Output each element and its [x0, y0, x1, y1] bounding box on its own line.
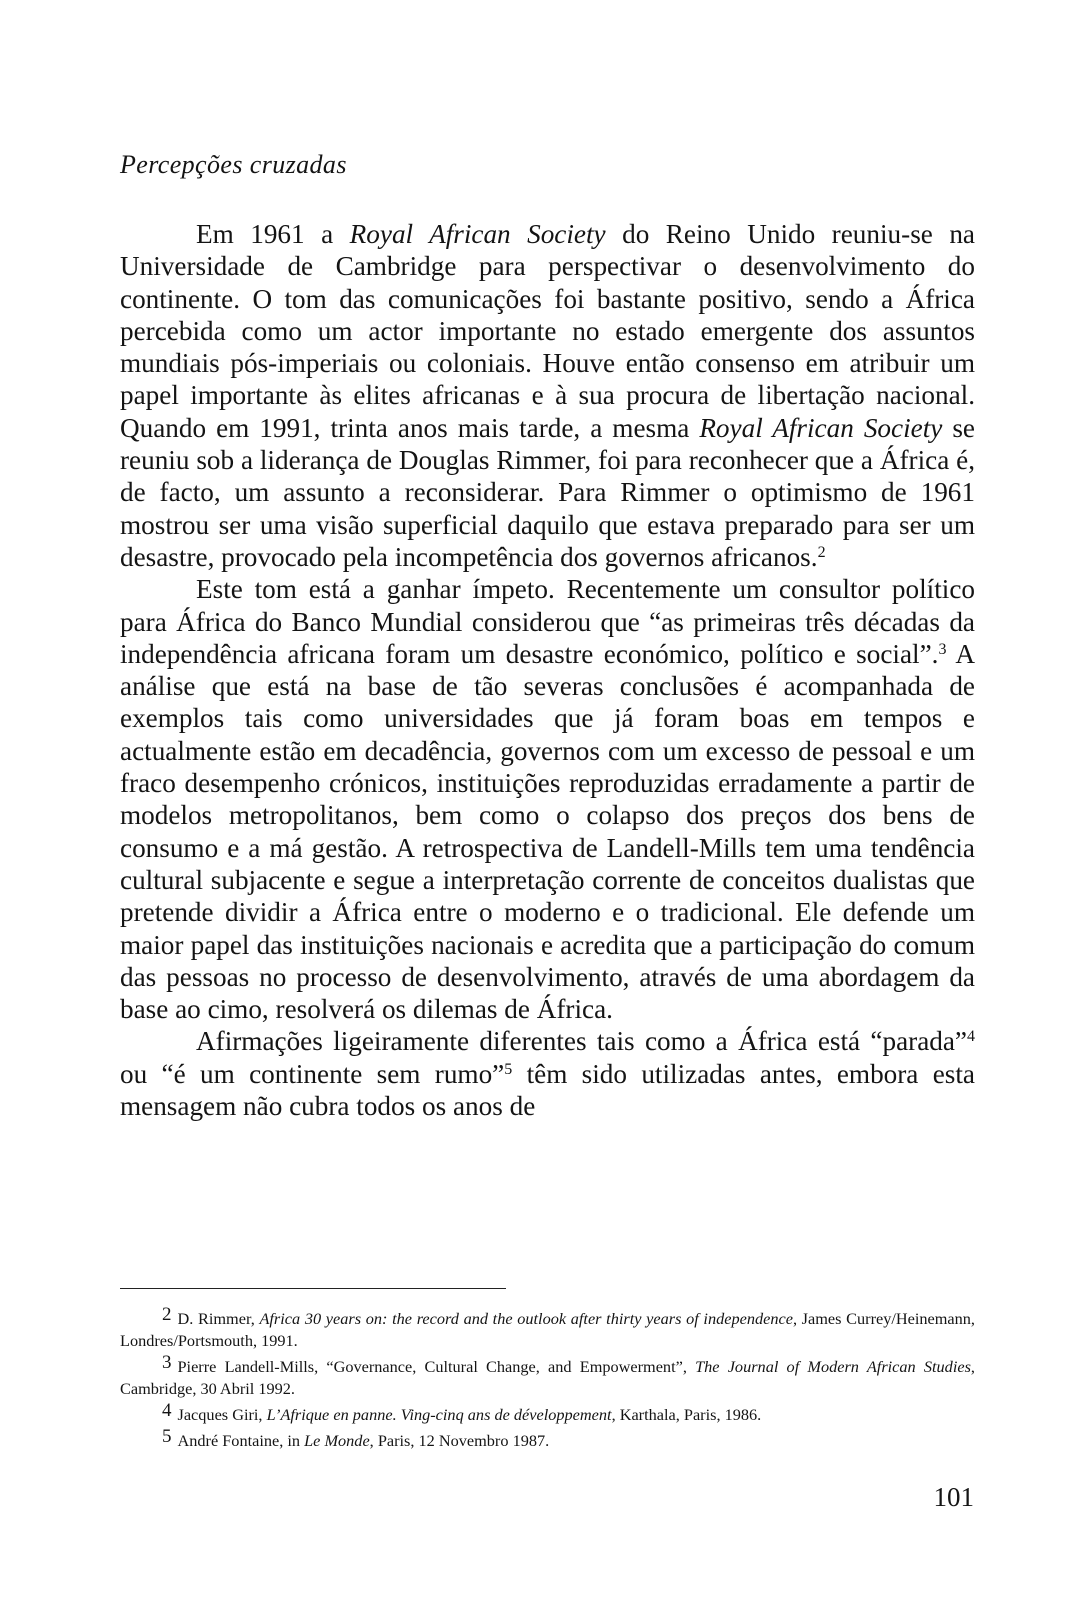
body-text: [120, 218, 975, 1122]
footnote-number: 2: [162, 1304, 172, 1325]
footnote-reference: 5: [504, 1060, 513, 1078]
italic-title: Africa 30 years on: the record and the outlook after thirty years of independence: [259, 1309, 793, 1328]
footnote: [120, 1352, 975, 1400]
footnote: [120, 1426, 975, 1452]
footnotes: [120, 1304, 975, 1452]
footnote-reference: 2: [817, 543, 826, 561]
italic-title: Royal African Society: [699, 412, 943, 443]
footnote-reference: 4: [967, 1028, 975, 1046]
running-head: Percepções cruzadas: [120, 150, 347, 179]
footnote-text: D. Rimmer, Africa 30 years on: the record and the outlook after thirty years of independence, James Currey/Heinemann, Londres/Portsmouth, 1991.: [120, 1309, 976, 1350]
italic-title: The Journal of Modern African Studies: [695, 1357, 971, 1376]
italic-title: Royal African Society: [349, 219, 606, 249]
footnote-reference: 3: [938, 640, 947, 658]
paragraph: Este tom está a ganhar ímpeto. Recentemente um consultor político para África do Banco Mundial considerou que “as primeiras três décadas da independência africana foram um desastre económico, político e social”.$^3$ A análise que está na base de tão severas conclusões é acompanhada de exemplos tais como universidades que já foram boas em tempos e actualmente estão em decadência, governos com um excesso de pessoal e um fraco desempenho crónicos, instituições reproduzidas erradamente a partir de modelos metropolitanos, bem como o colapso dos preços dos bens de consumo e a má gestão. A retrospectiva de Landell-Mills tem uma tendência cultural subjacente e segue a interpretação corrente de conceitos dualistas que pretende dividir a África entre o moderno e o tradicional. Ele defende um maior papel das instituições nacionais e acredita que a participação do comum das pessoas no processo de desenvolvimento, através de uma abordagem da base ao cimo, resolverá os dilemas de África.: [120, 574, 975, 1025]
paragraph: Em 1961 a Royal African Society do Reino Unido reuniu-se na Universidade de Cambridge para perspectivar o desenvolvimento do continente. O tom das comunicações foi bastante positivo, sendo a África percebida como um actor importante no estado emergente dos assuntos mundiais pós-imperiais ou coloniais. Houve então consenso em atribuir um papel importante às elites africanas e à sua procura de libertação nacional. Quando em 1991, trinta anos mais tarde, a mesma Royal African Society se reuniu sob a liderança de Douglas Rimmer, foi para reconhecer que a África é, de facto, um assunto a reconsiderar. Para Rimmer o optimismo de 1961 mostrou ser uma visão superficial daquilo que estava preparado para ser um desastre, provocado pela incompetência dos governos africanos.$^2$: [120, 219, 975, 572]
footnote-text: Pierre Landell-Mills, “Governance, Cultural Change, and Empowerment”, The Journal of Modern African Studies, Cambridge, 30 Abril 1992.: [120, 1357, 975, 1398]
footnote: [120, 1400, 975, 1426]
footnote-number: 4: [162, 1400, 172, 1421]
footnote-number: 3: [162, 1352, 172, 1373]
footnote-text: Jacques Giri, L’Afrique en panne. Ving-cinq ans de développement, Karthala, Paris, 1986.: [177, 1405, 762, 1424]
footnote-divider: [120, 1288, 506, 1289]
footnote-number: 5: [162, 1426, 172, 1447]
italic-title: L’Afrique en panne. Ving-cinq ans de développement: [266, 1405, 612, 1424]
page-number: 101: [933, 1482, 974, 1512]
paragraph: Afirmações ligeiramente diferentes tais como a África está “parada”$^4$ ou “é um continente sem rumo”$^5$ têm sido utilizadas antes, embora esta mensagem não cubra todos os anos de: [120, 1026, 975, 1122]
italic-title: Le Monde: [304, 1431, 370, 1450]
footnote-text: André Fontaine, in Le Monde, Paris, 12 Novembro 1987.: [177, 1431, 550, 1450]
footnote: [120, 1304, 975, 1352]
